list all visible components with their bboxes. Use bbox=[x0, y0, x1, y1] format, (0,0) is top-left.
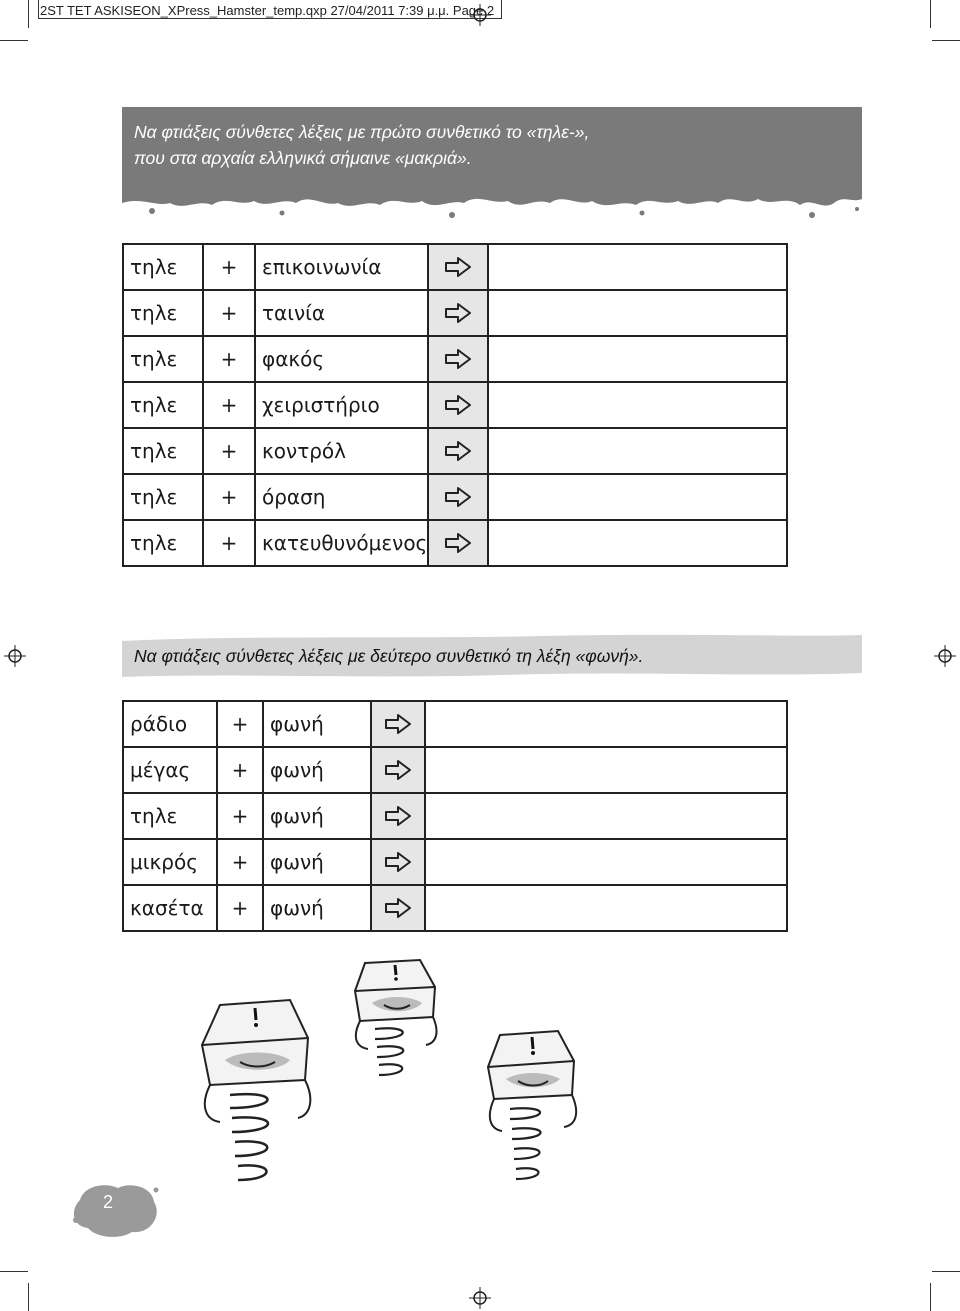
crop-mark bbox=[930, 1283, 931, 1311]
table-row bbox=[123, 474, 787, 520]
answer-field[interactable] bbox=[425, 793, 787, 839]
arrow-cell bbox=[428, 520, 488, 566]
hollow-arrow-right-icon bbox=[384, 760, 412, 780]
first-part: τηλε bbox=[123, 290, 203, 336]
spring-key-character-icon bbox=[340, 955, 450, 1100]
hollow-arrow-right-icon bbox=[444, 533, 472, 553]
plus-sign: + bbox=[203, 520, 255, 566]
table-row bbox=[123, 244, 787, 290]
answer-field[interactable] bbox=[488, 520, 787, 566]
hollow-arrow-right-icon bbox=[444, 441, 472, 461]
spring-key-character-icon bbox=[470, 1025, 590, 1185]
hollow-arrow-right-icon bbox=[444, 303, 472, 323]
plus-sign: + bbox=[203, 474, 255, 520]
arrow-cell bbox=[371, 885, 425, 931]
second-part: φωνή bbox=[263, 701, 371, 747]
second-part: φωνή bbox=[263, 793, 371, 839]
plus-sign: + bbox=[203, 382, 255, 428]
second-part: φακός bbox=[255, 336, 428, 382]
arrow-cell bbox=[428, 244, 488, 290]
arrow-cell bbox=[428, 336, 488, 382]
table-row bbox=[123, 793, 787, 839]
table-row bbox=[123, 428, 787, 474]
registration-mark-icon bbox=[469, 1287, 491, 1309]
plus-sign: + bbox=[217, 885, 263, 931]
table-row bbox=[123, 885, 787, 931]
answer-field[interactable] bbox=[488, 382, 787, 428]
answer-field[interactable] bbox=[425, 701, 787, 747]
table-row bbox=[123, 290, 787, 336]
plus-sign: + bbox=[217, 701, 263, 747]
arrow-cell bbox=[428, 290, 488, 336]
answer-field[interactable] bbox=[425, 747, 787, 793]
hollow-arrow-right-icon bbox=[444, 257, 472, 277]
table-row bbox=[123, 839, 787, 885]
arrow-cell bbox=[371, 839, 425, 885]
plus-sign: + bbox=[203, 244, 255, 290]
plus-sign: + bbox=[217, 839, 263, 885]
crop-mark bbox=[930, 0, 931, 28]
answer-field[interactable] bbox=[425, 839, 787, 885]
second-part: κοντρόλ bbox=[255, 428, 428, 474]
compound-words-table-1 bbox=[122, 243, 788, 567]
arrow-cell bbox=[371, 793, 425, 839]
arrow-cell bbox=[428, 428, 488, 474]
table-row bbox=[123, 520, 787, 566]
hollow-arrow-right-icon bbox=[384, 806, 412, 826]
second-part: χειριστήριο bbox=[255, 382, 428, 428]
first-part: τηλε bbox=[123, 336, 203, 382]
plus-sign: + bbox=[203, 336, 255, 382]
spring-key-character-icon bbox=[180, 990, 330, 1190]
answer-field[interactable] bbox=[425, 885, 787, 931]
registration-mark-icon bbox=[4, 645, 26, 667]
table-row bbox=[123, 382, 787, 428]
answer-field[interactable] bbox=[488, 336, 787, 382]
crop-mark bbox=[0, 1271, 28, 1272]
first-part: τηλε bbox=[123, 520, 203, 566]
print-slug: 2ST TET ASKISEON_XPress_Hamster_temp.qxp 27/04/2011 7:39 μ.μ. Page 2 bbox=[40, 3, 495, 18]
crop-mark bbox=[0, 40, 28, 41]
page-number: 2 bbox=[103, 1192, 114, 1212]
instruction-line-2: που στα αρχαία ελληνικά σήμαινε «μακριά». bbox=[134, 148, 472, 168]
arrow-cell bbox=[428, 382, 488, 428]
instruction-banner-2 bbox=[122, 633, 862, 679]
first-part: τηλε bbox=[123, 793, 217, 839]
second-part: φωνή bbox=[263, 839, 371, 885]
answer-field[interactable] bbox=[488, 290, 787, 336]
first-part: κασέτα bbox=[123, 885, 217, 931]
table-row bbox=[123, 747, 787, 793]
first-part: ράδιο bbox=[123, 701, 217, 747]
instruction-banner-1 bbox=[122, 107, 862, 219]
arrow-cell bbox=[428, 474, 488, 520]
first-part: τηλε bbox=[123, 428, 203, 474]
first-part: τηλε bbox=[123, 382, 203, 428]
page-number-blob bbox=[70, 1180, 160, 1240]
hollow-arrow-right-icon bbox=[444, 349, 472, 369]
second-part: φωνή bbox=[263, 747, 371, 793]
first-part: μικρός bbox=[123, 839, 217, 885]
hollow-arrow-right-icon bbox=[384, 898, 412, 918]
answer-field[interactable] bbox=[488, 428, 787, 474]
arrow-cell bbox=[371, 747, 425, 793]
plus-sign: + bbox=[203, 290, 255, 336]
hollow-arrow-right-icon bbox=[444, 395, 472, 415]
second-part: ταινία bbox=[255, 290, 428, 336]
arrow-cell bbox=[371, 701, 425, 747]
hollow-arrow-right-icon bbox=[384, 852, 412, 872]
first-part: μέγας bbox=[123, 747, 217, 793]
second-part: φωνή bbox=[263, 885, 371, 931]
first-part: τηλε bbox=[123, 244, 203, 290]
crop-mark bbox=[932, 40, 960, 41]
second-part: όραση bbox=[255, 474, 428, 520]
plus-sign: + bbox=[217, 793, 263, 839]
first-part: τηλε bbox=[123, 474, 203, 520]
second-part: κατευθυνόμενος bbox=[255, 520, 428, 566]
crop-mark bbox=[28, 1283, 29, 1311]
crop-mark bbox=[932, 1271, 960, 1272]
registration-mark-icon bbox=[469, 4, 491, 26]
hollow-arrow-right-icon bbox=[384, 714, 412, 734]
crop-mark bbox=[28, 0, 29, 28]
answer-field[interactable] bbox=[488, 474, 787, 520]
table-row bbox=[123, 701, 787, 747]
second-part: επικοινωνία bbox=[255, 244, 428, 290]
instruction-line: Να φτιάξεις σύνθετες λέξεις με δεύτερο συνθετικό τη λέξη «φωνή». bbox=[134, 646, 644, 666]
instruction-line-1: Να φτιάξεις σύνθετες λέξεις με πρώτο συνθετικό το «τηλε-», bbox=[134, 122, 590, 142]
table-row bbox=[123, 336, 787, 382]
hollow-arrow-right-icon bbox=[444, 487, 472, 507]
plus-sign: + bbox=[217, 747, 263, 793]
answer-field[interactable] bbox=[488, 244, 787, 290]
compound-words-table-2 bbox=[122, 700, 788, 932]
registration-mark-icon bbox=[934, 645, 956, 667]
plus-sign: + bbox=[203, 428, 255, 474]
